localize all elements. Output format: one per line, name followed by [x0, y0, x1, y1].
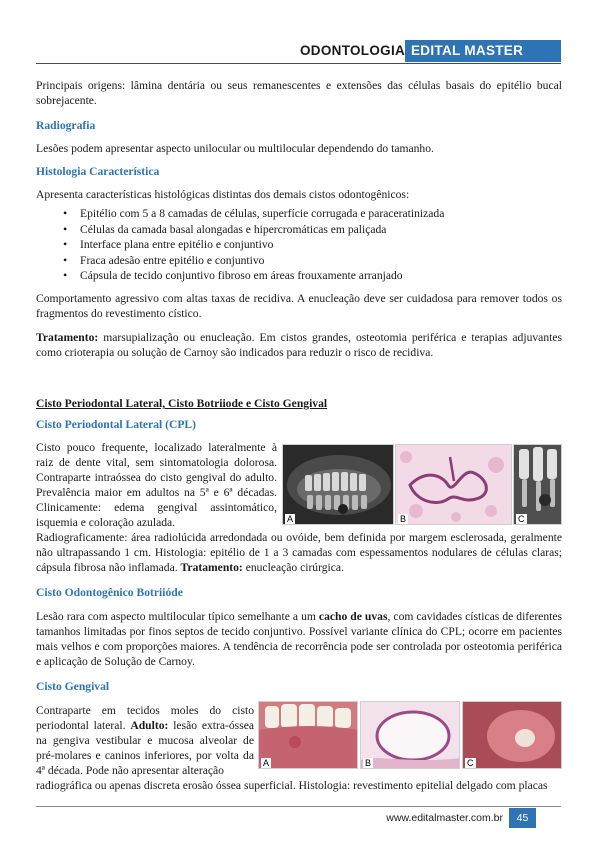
periapical-xray-icon — [514, 445, 562, 525]
figure-label: C — [467, 758, 474, 768]
page-content — [36, 78, 562, 793]
header-rule — [36, 63, 561, 64]
radiografia-text: Lesões podem apresentar aspecto unilocular ou multilocular dependendo do tamanho. — [36, 142, 434, 155]
clinical-photo-palate — [462, 701, 562, 769]
panoramic-xray-icon — [283, 445, 394, 525]
gengival-text-a: Contraparte em tecidos moles do cisto periodontal lateral. — [36, 703, 254, 732]
list-item: • Cápsula de tecido conjuntivo fibroso em áreas frouxamente arranjado — [80, 268, 562, 284]
section-title: Cisto Periodontal Lateral, Cisto Botriiode e Cisto Gengival — [36, 396, 328, 410]
treatment-text: marsupialização ou enucleação. Em cistos grandes, osteotomia periférica e terapias adjuvantes como crioterapia ou solução de Carnoy são indicados para reduzir o risco de recidiva. — [36, 330, 562, 359]
botrioide-heading: Cisto Odontogênico Botriióde — [36, 585, 183, 599]
behavior-paragraph: Comportamento agressivo com altas taxas de recidiva. A enucleação deve ser cuidadosa para remover todos os fragmentos do revestimento cístico. — [36, 291, 562, 320]
gengival-heading: Cisto Gengival — [36, 679, 110, 693]
histology-cyst-icon — [361, 702, 460, 769]
footer-url[interactable]: www.editalmaster.com.br — [386, 812, 503, 824]
list-item: • Fraca adesão entre epitélio e conjuntivo — [80, 253, 562, 269]
cpl-treatment-text: enucleação cirúrgica. — [242, 560, 344, 574]
cpl-text-full — [36, 530, 562, 575]
figure-label: C — [518, 514, 525, 524]
list-item: • Células da camada basal alongadas e hipercromáticas em paliçada — [80, 222, 562, 238]
histologia-intro: Apresenta características histológicas distintas dos demais cistos odontogênicos: — [36, 188, 410, 201]
histology-image-gingival — [360, 701, 460, 769]
gengival-text-full: radiográfica ou apenas discreta erosão óssea superficial. Histologia: revestimento epitelial delgado com placas — [36, 778, 548, 792]
radiograph-image — [282, 444, 394, 525]
cpl-heading: Cisto Periodontal Lateral (CPL) — [36, 417, 197, 431]
histology-image — [395, 444, 512, 525]
gengival-figure — [258, 701, 562, 769]
list-item: • Interface plana entre epitélio e conjuntivo — [80, 237, 562, 253]
botrioide-paragraph — [36, 609, 562, 669]
treatment-label: Tratamento: — [36, 330, 99, 344]
gengival-text-wrap — [36, 703, 254, 778]
histologia-heading: Histologia Característica — [36, 165, 160, 178]
histologia-list — [36, 206, 562, 284]
gengival-text-b: lesão extra-óssea na gengiva vestibular e mucosa alveolar de pré-molares e caninos inferiores, por volta da 4ª década. Pode não apresentar alteração — [36, 718, 254, 777]
list-item: • Epitélio com 5 a 8 camadas de células, superfície corrugada e paraceratinizada — [80, 206, 562, 222]
treatment-paragraph — [36, 330, 562, 360]
clinical-photo-gingiva — [258, 701, 358, 769]
gingiva-photo-icon — [259, 702, 358, 769]
histology-slide-icon — [396, 445, 512, 525]
botrioide-text-b: , com cavidades císticas de diferentes tamanhos limitadas por finos septos de tecido conjuntivo. Possível variante clínica do CPL; ocorre em pacientes mais velhos e com proporções maiores. A tendência de recorrência pode ser controlada por osteotomia periférica e aplicação de Solução de Carnoy. — [36, 609, 563, 668]
cpl-figure — [282, 444, 562, 525]
oral-photo-icon — [463, 702, 562, 769]
figure-label: A — [263, 758, 270, 768]
gengival-adult-label: Adulto: — [130, 718, 169, 732]
figure-label: B — [365, 758, 372, 768]
figure-label: A — [287, 514, 294, 524]
page-header — [0, 40, 600, 62]
botrioide-text-a: Lesão rara com aspecto multilocular típico semelhante a um — [36, 609, 319, 623]
footer-rule — [36, 806, 561, 807]
cpl-treatment-label: Tratamento: — [180, 560, 243, 574]
figure-label: B — [400, 514, 407, 524]
botrioide-bold: cacho de uvas — [318, 609, 388, 623]
periapical-image — [513, 444, 562, 525]
header-subject: ODONTOLOGIA — [300, 43, 406, 58]
cpl-histology-text: Radiograficamente: área radiolúcida arredondada ou ovóide, bem definida por margem esclerosada, geralmente não ultrapassando 1 cm. Histologia: epitélio de 1 a 3 camadas com espessamentos nodulares de células claras; cápsula fibrosa não inflamada. — [36, 530, 562, 574]
origins-paragraph: Principais origens: lâmina dentária ou seus remanescentes e extensões das células basais do epitélio bucal sobrejacente. — [36, 79, 562, 107]
page-number: 45 — [509, 808, 536, 828]
header-brand: EDITAL MASTER — [405, 40, 561, 62]
radiografia-heading: Radiografia — [36, 119, 96, 132]
cpl-text-wrap: Cisto pouco frequente, localizado lateralmente à raiz de dente vital, sem sintomatologia dolorosa. Contraparte intraóssea do cisto gengival do adulto. Prevalência maior em adultos na 5ª e 6ª décadas. Clinicamente: edema gengival assintomático, isquemia e coloração azulada. — [36, 440, 277, 529]
